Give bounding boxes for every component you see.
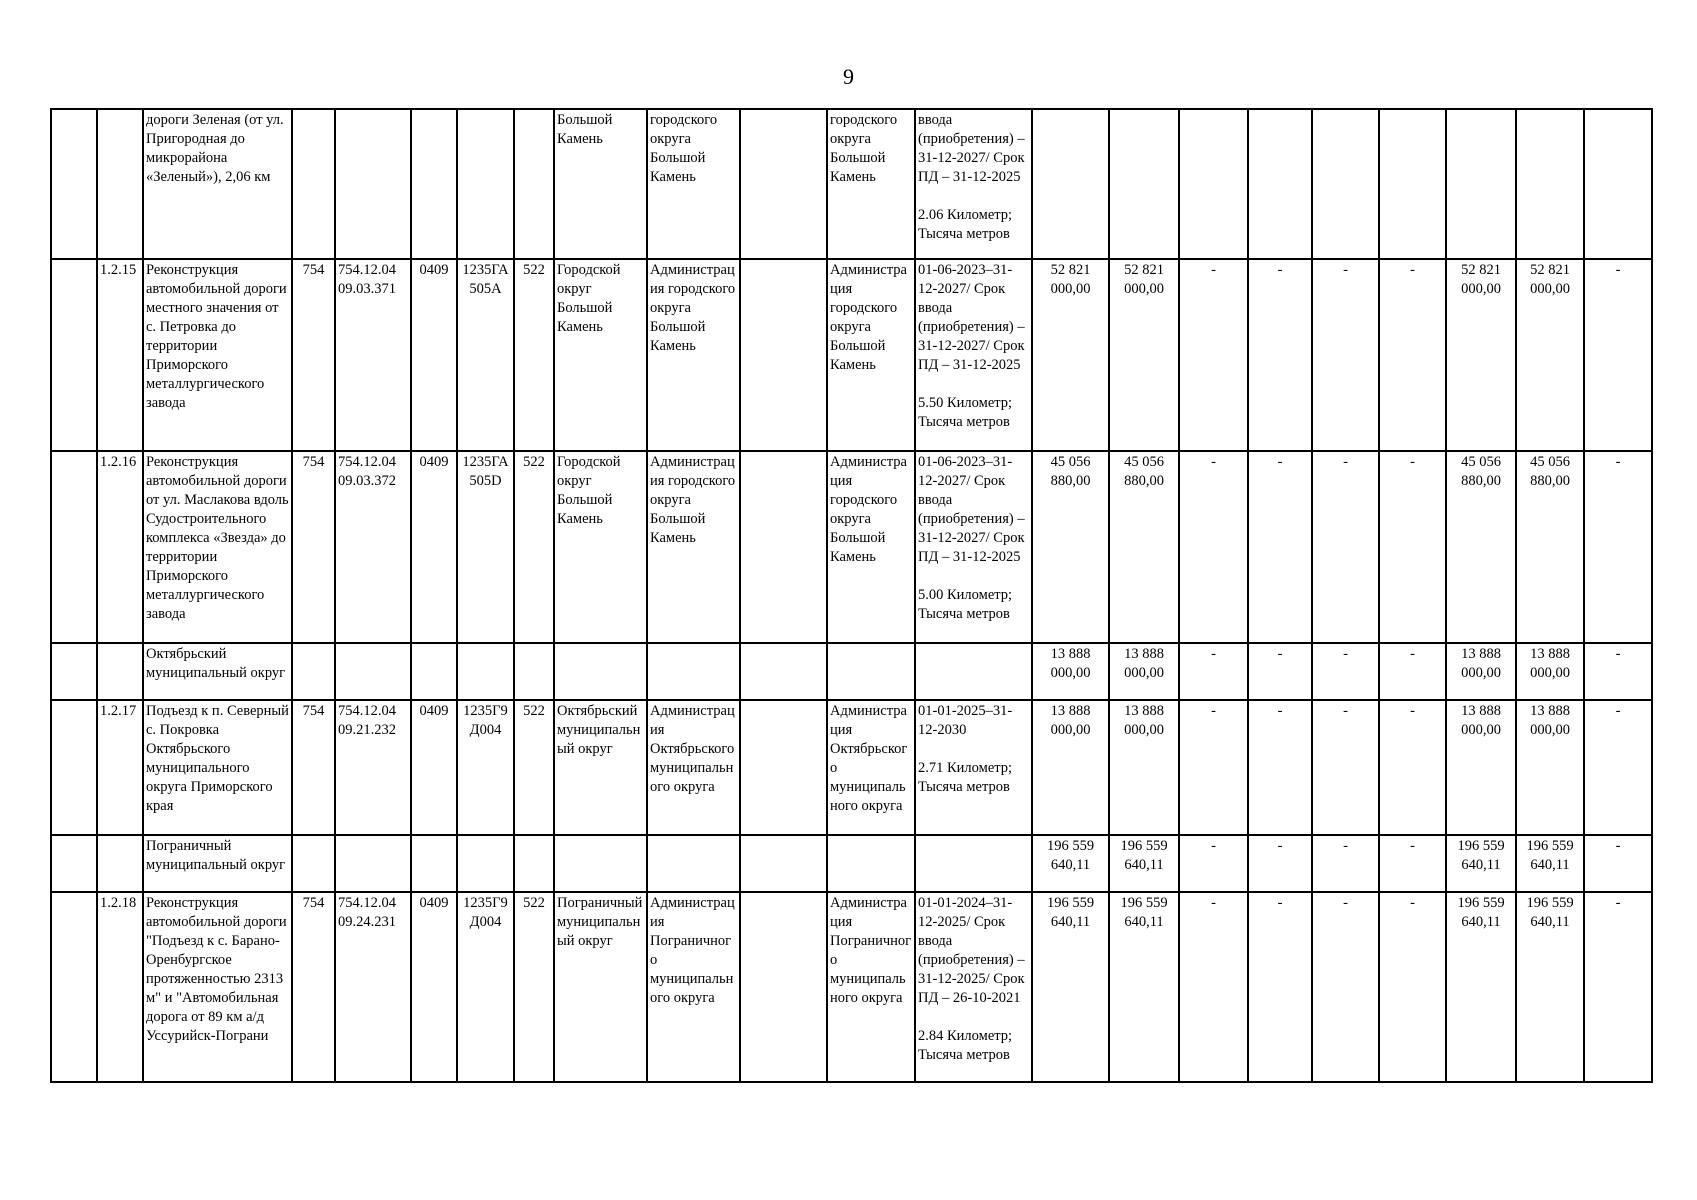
customer-org bbox=[647, 451, 740, 643]
value-col-6-text: - bbox=[1410, 838, 1415, 854]
value-col-4-text: - bbox=[1277, 838, 1283, 854]
value-col-3 bbox=[1179, 259, 1248, 451]
value-col-5 bbox=[1312, 451, 1379, 643]
value-col-4 bbox=[1248, 892, 1312, 1082]
value-col-5 bbox=[1312, 109, 1379, 259]
value-col-5-text: - bbox=[1343, 838, 1348, 854]
row-number-text: 1.2.17 bbox=[100, 703, 137, 719]
value-col-2 bbox=[1109, 892, 1179, 1082]
total-value bbox=[1032, 109, 1109, 259]
value-col-4 bbox=[1248, 835, 1312, 892]
object-name bbox=[143, 451, 292, 643]
value-col-8-text: 196 559 640,11 bbox=[1526, 895, 1574, 930]
value-col-8-text: 13 888 000,00 bbox=[1530, 646, 1570, 681]
grbs-code bbox=[292, 892, 335, 1082]
value-col-8-text: 45 056 880,00 bbox=[1530, 454, 1570, 489]
expense-type-text: 522 bbox=[523, 895, 545, 911]
value-col-8 bbox=[1516, 835, 1584, 892]
value-col-9-text: - bbox=[1615, 454, 1621, 470]
expense-type bbox=[514, 835, 554, 892]
value-col-9 bbox=[1584, 259, 1652, 451]
value-col-4-text: - bbox=[1277, 646, 1283, 662]
object-name bbox=[143, 892, 292, 1082]
value-col-7 bbox=[1446, 835, 1516, 892]
section-code bbox=[411, 700, 457, 835]
value-col-9 bbox=[1584, 451, 1652, 643]
section-code-text: 0409 bbox=[419, 262, 449, 278]
capacity-text: 2.84 Километр; Тысяча метров bbox=[918, 1028, 1013, 1063]
blank-cell bbox=[51, 259, 97, 451]
object-code bbox=[335, 892, 411, 1082]
customer-org bbox=[647, 700, 740, 835]
empty-cell bbox=[740, 892, 827, 1082]
object-name bbox=[143, 700, 292, 835]
value-col-7-text: 196 559 640,11 bbox=[1457, 838, 1505, 873]
value-col-8 bbox=[1516, 892, 1584, 1082]
value-col-9 bbox=[1584, 700, 1652, 835]
executor-org bbox=[827, 643, 915, 700]
target-article bbox=[457, 700, 514, 835]
blank-cell bbox=[51, 892, 97, 1082]
territory bbox=[554, 643, 647, 700]
value-col-9 bbox=[1584, 835, 1652, 892]
executor-org-text: Администрация Октябрьского муниципального округа bbox=[830, 703, 908, 814]
value-col-3-text: - bbox=[1211, 838, 1216, 854]
value-col-5-text: - bbox=[1343, 703, 1348, 719]
value-col-9-text: - bbox=[1615, 646, 1621, 662]
empty-cell bbox=[740, 451, 827, 643]
total-value-text: 45 056 880,00 bbox=[1050, 454, 1091, 489]
value-col-4-text: - bbox=[1277, 262, 1283, 278]
territory-text: Большой Камень bbox=[557, 112, 613, 147]
value-col-9-text: - bbox=[1615, 703, 1621, 719]
value-col-9 bbox=[1584, 109, 1652, 259]
value-col-2-text: 196 559 640,11 bbox=[1120, 838, 1168, 873]
target-article-text: 1235Г9 Д004 bbox=[463, 895, 508, 930]
value-col-6 bbox=[1379, 835, 1446, 892]
customer-org bbox=[647, 835, 740, 892]
expense-type-text: 522 bbox=[523, 262, 545, 278]
value-col-2 bbox=[1109, 835, 1179, 892]
term-text: 01-01-2024–31-12-2025/ Срок ввода (приобретения) – 31-12-2025/ Срок ПД – 26-10-2021 bbox=[918, 895, 1025, 1006]
value-col-5 bbox=[1312, 892, 1379, 1082]
table-row bbox=[51, 892, 1652, 1082]
object-name bbox=[143, 835, 292, 892]
value-col-7-text: 13 888 000,00 bbox=[1461, 703, 1501, 738]
total-value bbox=[1032, 643, 1109, 700]
section-code bbox=[411, 835, 457, 892]
executor-org-text: Администрация городского округа Большой Камень bbox=[830, 454, 907, 565]
executor-org bbox=[827, 700, 915, 835]
value-col-8-text: 196 559 640,11 bbox=[1526, 838, 1574, 873]
target-article-text: 1235Г9 Д004 bbox=[463, 703, 508, 738]
total-value bbox=[1032, 259, 1109, 451]
value-col-6 bbox=[1379, 109, 1446, 259]
value-col-2 bbox=[1109, 700, 1179, 835]
row-number bbox=[97, 835, 143, 892]
expense-type bbox=[514, 451, 554, 643]
customer-org bbox=[647, 109, 740, 259]
term bbox=[915, 835, 1032, 892]
value-col-6-text: - bbox=[1410, 262, 1415, 278]
table-row bbox=[51, 109, 1652, 259]
value-col-9-text: - bbox=[1615, 838, 1621, 854]
value-col-5 bbox=[1312, 835, 1379, 892]
object-code bbox=[335, 835, 411, 892]
value-col-6 bbox=[1379, 259, 1446, 451]
object-name-text: Реконструкция автомобильной дороги "Подъезд к с. Барано-Оренбургское протяженностью 2313 м" и "Автомобильная дорога от 89 км а/д Уссурийск-Пограни bbox=[146, 895, 287, 1044]
executor-org bbox=[827, 259, 915, 451]
executor-org bbox=[827, 109, 915, 259]
value-col-5 bbox=[1312, 643, 1379, 700]
grbs-code-text: 754 bbox=[302, 454, 325, 470]
value-col-2-text: 13 888 000,00 bbox=[1124, 703, 1164, 738]
object-name-text: Подъезд к п. Северный с. Покровка Октябрьского муниципального округа Приморского края bbox=[146, 703, 289, 814]
investment-table bbox=[50, 108, 1653, 1083]
value-col-3 bbox=[1179, 835, 1248, 892]
value-col-4 bbox=[1248, 451, 1312, 643]
value-col-9 bbox=[1584, 892, 1652, 1082]
value-col-7-text: 13 888 000,00 bbox=[1461, 646, 1501, 681]
value-col-4 bbox=[1248, 259, 1312, 451]
value-col-2-text: 45 056 880,00 bbox=[1124, 454, 1164, 489]
value-col-3-text: - bbox=[1211, 262, 1216, 278]
executor-org-text: Администрация городского округа Большой Камень bbox=[830, 262, 907, 373]
value-col-6-text: - bbox=[1410, 646, 1415, 662]
value-col-4-text: - bbox=[1277, 895, 1283, 911]
expense-type-text: 522 bbox=[523, 703, 545, 719]
grbs-code-text: 754 bbox=[302, 262, 325, 278]
value-col-3 bbox=[1179, 892, 1248, 1082]
total-value bbox=[1032, 451, 1109, 643]
value-col-7 bbox=[1446, 259, 1516, 451]
total-value-text: 13 888 000,00 bbox=[1050, 646, 1091, 681]
customer-org-text: городского округа Большой Камень bbox=[650, 112, 718, 185]
territory bbox=[554, 259, 647, 451]
value-col-7 bbox=[1446, 109, 1516, 259]
target-article bbox=[457, 109, 514, 259]
value-col-5 bbox=[1312, 700, 1379, 835]
target-article bbox=[457, 643, 514, 700]
object-name-text: Пограничный муниципальный округ bbox=[146, 838, 286, 873]
total-value bbox=[1032, 835, 1109, 892]
value-col-8 bbox=[1516, 700, 1584, 835]
row-number bbox=[97, 892, 143, 1082]
object-code bbox=[335, 109, 411, 259]
value-col-7 bbox=[1446, 451, 1516, 643]
value-col-5-text: - bbox=[1343, 895, 1348, 911]
value-col-8 bbox=[1516, 259, 1584, 451]
term bbox=[915, 109, 1032, 259]
value-col-7 bbox=[1446, 643, 1516, 700]
target-article bbox=[457, 835, 514, 892]
territory bbox=[554, 109, 647, 259]
territory-text: Октябрьский муниципальный округ bbox=[557, 703, 641, 757]
empty-cell bbox=[740, 700, 827, 835]
object-name-text: Реконструкция автомобильной дороги от ул. Маслакова вдоль Судостроительного комплекса «Звезда» до территории Приморского металлургического завода bbox=[146, 454, 289, 622]
value-col-8 bbox=[1516, 109, 1584, 259]
executor-org-text: Администрация Пограничного муниципального округа bbox=[830, 895, 912, 1006]
term bbox=[915, 643, 1032, 700]
value-col-4 bbox=[1248, 643, 1312, 700]
value-col-9-text: - bbox=[1615, 262, 1621, 278]
executor-org bbox=[827, 892, 915, 1082]
total-value-text: 13 888 000,00 bbox=[1050, 703, 1091, 738]
section-code bbox=[411, 643, 457, 700]
object-code bbox=[335, 259, 411, 451]
territory bbox=[554, 835, 647, 892]
expense-type bbox=[514, 700, 554, 835]
row-number bbox=[97, 109, 143, 259]
target-article bbox=[457, 259, 514, 451]
empty-cell bbox=[740, 109, 827, 259]
value-col-5-text: - bbox=[1343, 454, 1348, 470]
capacity-text: 5.50 Километр; Тысяча метров bbox=[918, 395, 1013, 430]
capacity-text: 5.00 Километр; Тысяча метров bbox=[918, 587, 1013, 622]
target-article-text: 1235ГА 505D bbox=[462, 454, 509, 489]
capacity-text: 2.06 Километр; Тысяча метров bbox=[918, 207, 1013, 242]
value-col-6 bbox=[1379, 700, 1446, 835]
row-number bbox=[97, 451, 143, 643]
section-code bbox=[411, 451, 457, 643]
value-col-8 bbox=[1516, 643, 1584, 700]
value-col-4-text: - bbox=[1277, 703, 1283, 719]
section-code-text: 0409 bbox=[419, 703, 449, 719]
territory bbox=[554, 451, 647, 643]
object-code bbox=[335, 700, 411, 835]
object-name-text: Реконструкция автомобильной дороги местного значения от с. Петровка до территории Приморского металлургического завода bbox=[146, 262, 287, 411]
grbs-code bbox=[292, 109, 335, 259]
value-col-3 bbox=[1179, 109, 1248, 259]
target-article bbox=[457, 451, 514, 643]
expense-type bbox=[514, 109, 554, 259]
customer-org-text: Администрация городского округа Большой Камень bbox=[650, 454, 736, 546]
customer-org-text: Администрация Пограничного муниципального округа bbox=[650, 895, 735, 1006]
value-col-3 bbox=[1179, 643, 1248, 700]
object-name bbox=[143, 643, 292, 700]
object-code bbox=[335, 451, 411, 643]
empty-cell bbox=[740, 643, 827, 700]
grbs-code bbox=[292, 259, 335, 451]
value-col-6-text: - bbox=[1410, 454, 1415, 470]
empty-cell bbox=[740, 835, 827, 892]
section-code-text: 0409 bbox=[419, 895, 449, 911]
territory bbox=[554, 892, 647, 1082]
grbs-code bbox=[292, 451, 335, 643]
grbs-code bbox=[292, 835, 335, 892]
empty-cell bbox=[740, 259, 827, 451]
value-col-8 bbox=[1516, 451, 1584, 643]
term bbox=[915, 700, 1032, 835]
value-col-5 bbox=[1312, 259, 1379, 451]
grbs-code bbox=[292, 700, 335, 835]
object-code bbox=[335, 643, 411, 700]
value-col-3 bbox=[1179, 451, 1248, 643]
row-number bbox=[97, 643, 143, 700]
blank-cell bbox=[51, 643, 97, 700]
target-article-text: 1235ГА 505А bbox=[462, 262, 509, 297]
value-col-7-text: 45 056 880,00 bbox=[1461, 454, 1501, 489]
blank-cell bbox=[51, 700, 97, 835]
value-col-2-text: 13 888 000,00 bbox=[1124, 646, 1164, 681]
section-code-text: 0409 bbox=[419, 454, 449, 470]
value-col-6 bbox=[1379, 892, 1446, 1082]
term bbox=[915, 259, 1032, 451]
object-name bbox=[143, 109, 292, 259]
territory-text: Городской округ Большой Камень bbox=[557, 262, 621, 335]
row-number bbox=[97, 259, 143, 451]
customer-org bbox=[647, 892, 740, 1082]
value-col-9 bbox=[1584, 643, 1652, 700]
customer-org-text: Администрация Октябрьского муниципального округа bbox=[650, 703, 735, 795]
term-text: ввода (приобретения) – 31-12-2027/ Срок ПД – 31-12-2025 bbox=[918, 112, 1025, 185]
row-number-text: 1.2.15 bbox=[100, 262, 137, 278]
table-row bbox=[51, 259, 1652, 451]
total-value-text: 196 559 640,11 bbox=[1046, 838, 1095, 873]
value-col-2-text: 196 559 640,11 bbox=[1120, 895, 1168, 930]
section-code bbox=[411, 892, 457, 1082]
value-col-4-text: - bbox=[1277, 454, 1283, 470]
territory-text: Городской округ Большой Камень bbox=[557, 454, 621, 527]
value-col-6 bbox=[1379, 643, 1446, 700]
value-col-2 bbox=[1109, 109, 1179, 259]
total-value bbox=[1032, 700, 1109, 835]
object-code-text: 754.12.04 09.24.231 bbox=[338, 895, 396, 930]
table-row bbox=[51, 643, 1652, 700]
table-row bbox=[51, 700, 1652, 835]
expense-type bbox=[514, 643, 554, 700]
value-col-3-text: - bbox=[1211, 703, 1216, 719]
value-col-6-text: - bbox=[1410, 703, 1415, 719]
executor-org bbox=[827, 835, 915, 892]
value-col-6-text: - bbox=[1410, 895, 1415, 911]
value-col-3-text: - bbox=[1211, 895, 1216, 911]
value-col-3-text: - bbox=[1211, 454, 1216, 470]
value-col-2-text: 52 821 000,00 bbox=[1124, 262, 1164, 297]
page-number: 9 bbox=[843, 64, 854, 89]
value-col-2 bbox=[1109, 643, 1179, 700]
row-number-text: 1.2.16 bbox=[100, 454, 137, 470]
term-text: 01-06-2023–31-12-2027/ Срок ввода (приобретения) – 31-12-2027/ Срок ПД – 31-12-2025 bbox=[918, 454, 1025, 565]
value-col-7 bbox=[1446, 700, 1516, 835]
value-col-2 bbox=[1109, 451, 1179, 643]
table-row bbox=[51, 451, 1652, 643]
blank-cell bbox=[51, 109, 97, 259]
grbs-code-text: 754 bbox=[302, 895, 325, 911]
value-col-5-text: - bbox=[1343, 262, 1348, 278]
row-number-text: 1.2.18 bbox=[100, 895, 137, 911]
value-col-3 bbox=[1179, 700, 1248, 835]
object-name-text: Октябрьский муниципальный округ bbox=[146, 646, 286, 681]
customer-org bbox=[647, 259, 740, 451]
value-col-4 bbox=[1248, 109, 1312, 259]
section-code bbox=[411, 259, 457, 451]
value-col-7-text: 52 821 000,00 bbox=[1461, 262, 1501, 297]
grbs-code bbox=[292, 643, 335, 700]
row-number bbox=[97, 700, 143, 835]
territory bbox=[554, 700, 647, 835]
territory-text: Пограничный муниципальный округ bbox=[557, 895, 643, 949]
target-article bbox=[457, 892, 514, 1082]
term bbox=[915, 451, 1032, 643]
total-value bbox=[1032, 892, 1109, 1082]
value-col-7-text: 196 559 640,11 bbox=[1457, 895, 1505, 930]
object-name bbox=[143, 259, 292, 451]
term-text: 01-01-2025–31-12-2030 bbox=[918, 703, 1013, 738]
expense-type-text: 522 bbox=[523, 454, 545, 470]
term-text: 01-06-2023–31-12-2027/ Срок ввода (приобретения) – 31-12-2027/ Срок ПД – 31-12-2025 bbox=[918, 262, 1025, 373]
table-row bbox=[51, 835, 1652, 892]
customer-org bbox=[647, 643, 740, 700]
object-code-text: 754.12.04 09.03.371 bbox=[338, 262, 396, 297]
object-name-text: дороги Зеленая (от ул. Пригородная до микрорайона «Зеленый»), 2,06 км bbox=[146, 112, 284, 185]
customer-org-text: Администрация городского округа Большой Камень bbox=[650, 262, 736, 354]
expense-type bbox=[514, 259, 554, 451]
value-col-8-text: 52 821 000,00 bbox=[1530, 262, 1570, 297]
total-value-text: 196 559 640,11 bbox=[1046, 895, 1095, 930]
expense-type bbox=[514, 892, 554, 1082]
executor-org bbox=[827, 451, 915, 643]
capacity-text: 2.71 Километр; Тысяча метров bbox=[918, 760, 1013, 795]
value-col-7 bbox=[1446, 892, 1516, 1082]
section-code bbox=[411, 109, 457, 259]
grbs-code-text: 754 bbox=[302, 703, 325, 719]
term bbox=[915, 892, 1032, 1082]
blank-cell bbox=[51, 835, 97, 892]
executor-org-text: городского округа Большой Камень bbox=[830, 112, 898, 185]
value-col-4 bbox=[1248, 700, 1312, 835]
total-value-text: 52 821 000,00 bbox=[1050, 262, 1091, 297]
object-code-text: 754.12.04 09.03.372 bbox=[338, 454, 396, 489]
value-col-9-text: - bbox=[1615, 895, 1621, 911]
blank-cell bbox=[51, 451, 97, 643]
value-col-8-text: 13 888 000,00 bbox=[1530, 703, 1570, 738]
value-col-2 bbox=[1109, 259, 1179, 451]
value-col-3-text: - bbox=[1211, 646, 1216, 662]
object-code-text: 754.12.04 09.21.232 bbox=[338, 703, 396, 738]
value-col-5-text: - bbox=[1343, 646, 1348, 662]
value-col-6 bbox=[1379, 451, 1446, 643]
